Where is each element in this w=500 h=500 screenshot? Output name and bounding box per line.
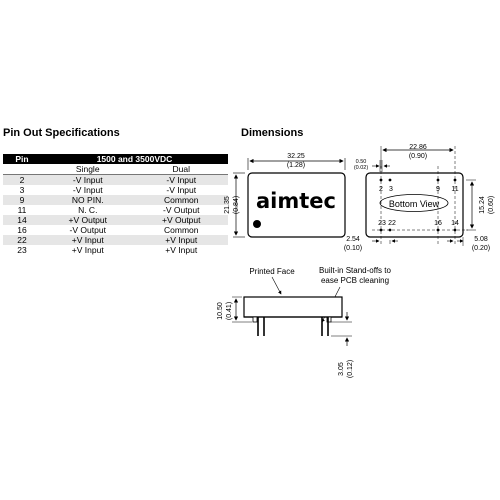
single-cell: NO PIN. bbox=[41, 195, 135, 205]
dual-cell: +V Output bbox=[135, 215, 229, 225]
pin-length-in: (0.12) bbox=[347, 359, 354, 379]
subheader-dual: Dual bbox=[135, 164, 229, 175]
top-view bbox=[224, 153, 345, 237]
standoffs-label-line2: ease PCB cleaning bbox=[320, 276, 390, 285]
single-cell: +V Input bbox=[41, 235, 135, 245]
pin-number: 3 bbox=[389, 186, 393, 193]
pin-number: 2 bbox=[379, 186, 383, 193]
pin1-marker-dot bbox=[253, 220, 261, 228]
side-view bbox=[217, 266, 391, 378]
dual-cell: Common bbox=[135, 225, 229, 235]
pin-cell: 16 bbox=[3, 225, 41, 235]
bottom-span-mm: 22.86 bbox=[409, 144, 427, 151]
pin-dia-in: (0.02) bbox=[353, 165, 369, 171]
pin-length-mm: 3.05 bbox=[338, 362, 345, 376]
dual-cell: -V Output bbox=[135, 205, 229, 215]
pin-number: 23 bbox=[378, 220, 386, 227]
pin-number: 9 bbox=[436, 186, 440, 193]
pin-9 bbox=[437, 179, 440, 182]
dual-cell: -V Input bbox=[135, 185, 229, 195]
subheader-single: Single bbox=[41, 164, 135, 175]
dual-cell: +V Input bbox=[135, 245, 229, 255]
pin-cell: 22 bbox=[3, 235, 41, 245]
pin-cell: 9 bbox=[3, 195, 41, 205]
side-height-mm: 10.50 bbox=[217, 302, 224, 320]
header-voltage: 1500 and 3500VDC bbox=[41, 154, 228, 164]
single-cell: N. C. bbox=[41, 205, 135, 215]
pin-number: 14 bbox=[451, 220, 459, 227]
bottom-view bbox=[344, 144, 495, 252]
standoff-left bbox=[253, 317, 257, 322]
pin-number: 11 bbox=[451, 186, 459, 193]
dimensions-title: Dimensions bbox=[241, 127, 304, 139]
top-height-mm: 21.35 bbox=[224, 196, 231, 214]
pin-2 bbox=[380, 179, 383, 182]
printed-face-label: Printed Face bbox=[249, 267, 295, 276]
single-cell: +V Output bbox=[41, 215, 135, 225]
standoffs-label-line1: Built-in Stand-offs to bbox=[319, 266, 391, 275]
pin-number: 16 bbox=[434, 220, 442, 227]
single-cell: +V Input bbox=[41, 245, 135, 255]
single-cell: -V Input bbox=[41, 185, 135, 195]
bottom-height-in: (0.60) bbox=[488, 195, 495, 215]
pin-cell: 2 bbox=[3, 175, 41, 186]
edge-in: (0.20) bbox=[471, 245, 491, 252]
pin-cell: 11 bbox=[3, 205, 41, 215]
side-view-body bbox=[244, 297, 342, 317]
bottom-height-mm: 15.24 bbox=[479, 196, 486, 214]
pinout-title: Pin Out Specifications bbox=[3, 127, 120, 139]
dual-cell: +V Input bbox=[135, 235, 229, 245]
dual-cell: Common bbox=[135, 195, 229, 205]
pin-number: 22 bbox=[388, 220, 396, 227]
pin-dia-mm: 0.50 bbox=[355, 159, 367, 165]
pin-3 bbox=[389, 179, 392, 182]
side-height-in: (0.41) bbox=[226, 301, 233, 321]
single-cell: -V Output bbox=[41, 225, 135, 235]
pin-cell: 23 bbox=[3, 245, 41, 255]
pin-cell: 3 bbox=[3, 185, 41, 195]
aimtec-logo: aimtec bbox=[256, 189, 336, 213]
bottom-span-in: (0.90) bbox=[408, 153, 428, 160]
edge-mm: 5.08 bbox=[474, 236, 488, 243]
pitch-mm: 2.54 bbox=[346, 236, 360, 243]
top-width-in: (1.28) bbox=[286, 162, 306, 169]
single-cell: -V Input bbox=[41, 175, 135, 186]
top-height-in: (0.84) bbox=[233, 195, 240, 215]
top-width-mm: 32.25 bbox=[287, 153, 305, 160]
pitch-in: (0.10) bbox=[343, 245, 363, 252]
pin-cell: 14 bbox=[3, 215, 41, 225]
pin-11 bbox=[454, 179, 457, 182]
pin-23 bbox=[380, 229, 383, 232]
dual-cell: -V Input bbox=[135, 175, 229, 186]
bottom-view-label: Bottom View bbox=[388, 199, 440, 209]
header-pin: Pin bbox=[3, 154, 41, 164]
